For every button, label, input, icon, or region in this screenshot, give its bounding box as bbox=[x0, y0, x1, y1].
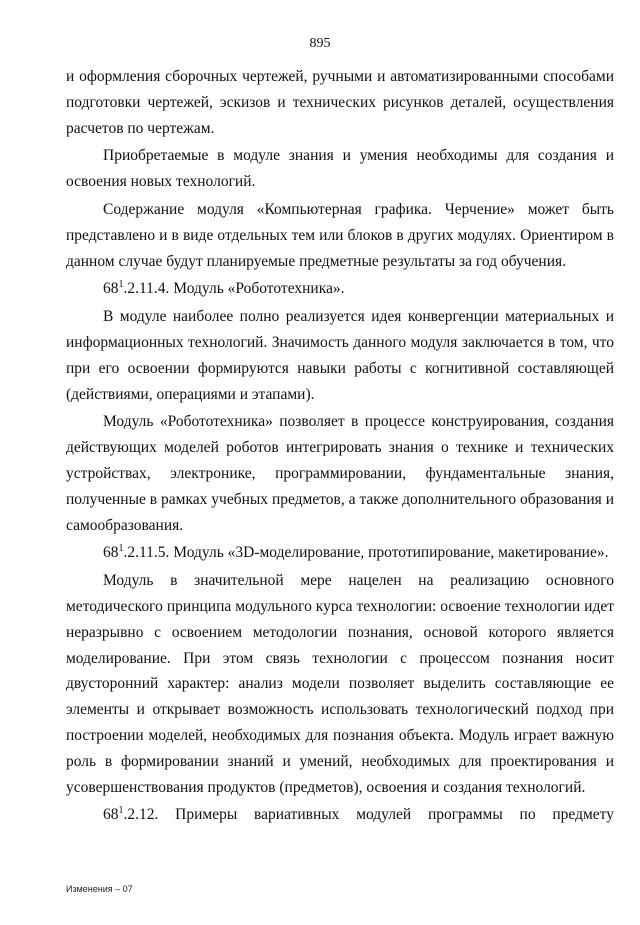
heading-number-prefix: 68 bbox=[103, 544, 119, 562]
heading-number-prefix: 68 bbox=[103, 806, 119, 824]
footer-changes-note: Изменения – 07 bbox=[66, 884, 133, 894]
heading-text: .2.11.5. Модуль «3D-моделирование, прототипирование, макетирование». bbox=[123, 544, 609, 562]
heading-superscript: 1 bbox=[118, 543, 124, 555]
paragraph: Модуль «Робототехника» позволяет в процессе конструирования, создания действующих моделей роботов интегрировать знания о технике и технических устройствах, электронике, программировании, фундаментальные знания, полученные в рамках учебных предметов, а также дополнительного образования и самообразования. bbox=[66, 413, 614, 534]
section-heading-3d-modeling bbox=[66, 540, 614, 566]
section-heading-robotics bbox=[66, 276, 614, 302]
paragraph: Приобретаемые в модуле знания и умения необходимы для создания и освоения новых технологий. bbox=[66, 147, 614, 191]
paragraph: В модуле наиболее полно реализуется идея конвергенции материальных и информационных технологий. Значимость данного модуля заключается в том, что при его освоении формируются навыки работы с когнитивной составляющей (действиями, операциями и этапами). bbox=[66, 308, 614, 403]
heading-superscript: 1 bbox=[118, 805, 124, 817]
page-number: 895 bbox=[309, 36, 331, 51]
heading-number-prefix: 68 bbox=[103, 280, 119, 298]
heading-text: .2.12. Примеры вариативных модулей программы по предмету bbox=[123, 806, 614, 824]
heading-superscript: 1 bbox=[118, 279, 124, 291]
heading-text: .2.11.4. Модуль «Робототехника». bbox=[123, 280, 345, 298]
document-body bbox=[66, 64, 614, 830]
paragraph: Модуль в значительной мере нацелен на реализацию основного методического принципа модульного курса технологии: освоение технологии идет неразрывно с освоением методологии познания, основой которого является моделирование. При этом связь технологии с процессом познания носит двусторонний характер: анализ модели позволяет выделить составляющие ее элементы и открывает возможность использовать технологический подход при построении моделей, необходимых для познания объекта. Модуль играет важную роль в формировании знаний и умений, необходимых для проектирования и усовершенствования продуктов (предметов), освоения и создания технологий. bbox=[66, 572, 614, 796]
section-heading-variative-modules bbox=[66, 802, 614, 828]
paragraph: Содержание модуля «Компьютерная графика. Черчение» может быть представлено и в виде отдельных тем или блоков в других модулях. Ориентиром в данном случае будут планируемые предметные результаты за год обучения. bbox=[66, 200, 614, 270]
paragraph-continuation: и оформления сборочных чертежей, ручными и автоматизированными способами подготовки чертежей, эскизов и технических рисунков деталей, осуществления расчетов по чертежам. bbox=[66, 68, 614, 137]
